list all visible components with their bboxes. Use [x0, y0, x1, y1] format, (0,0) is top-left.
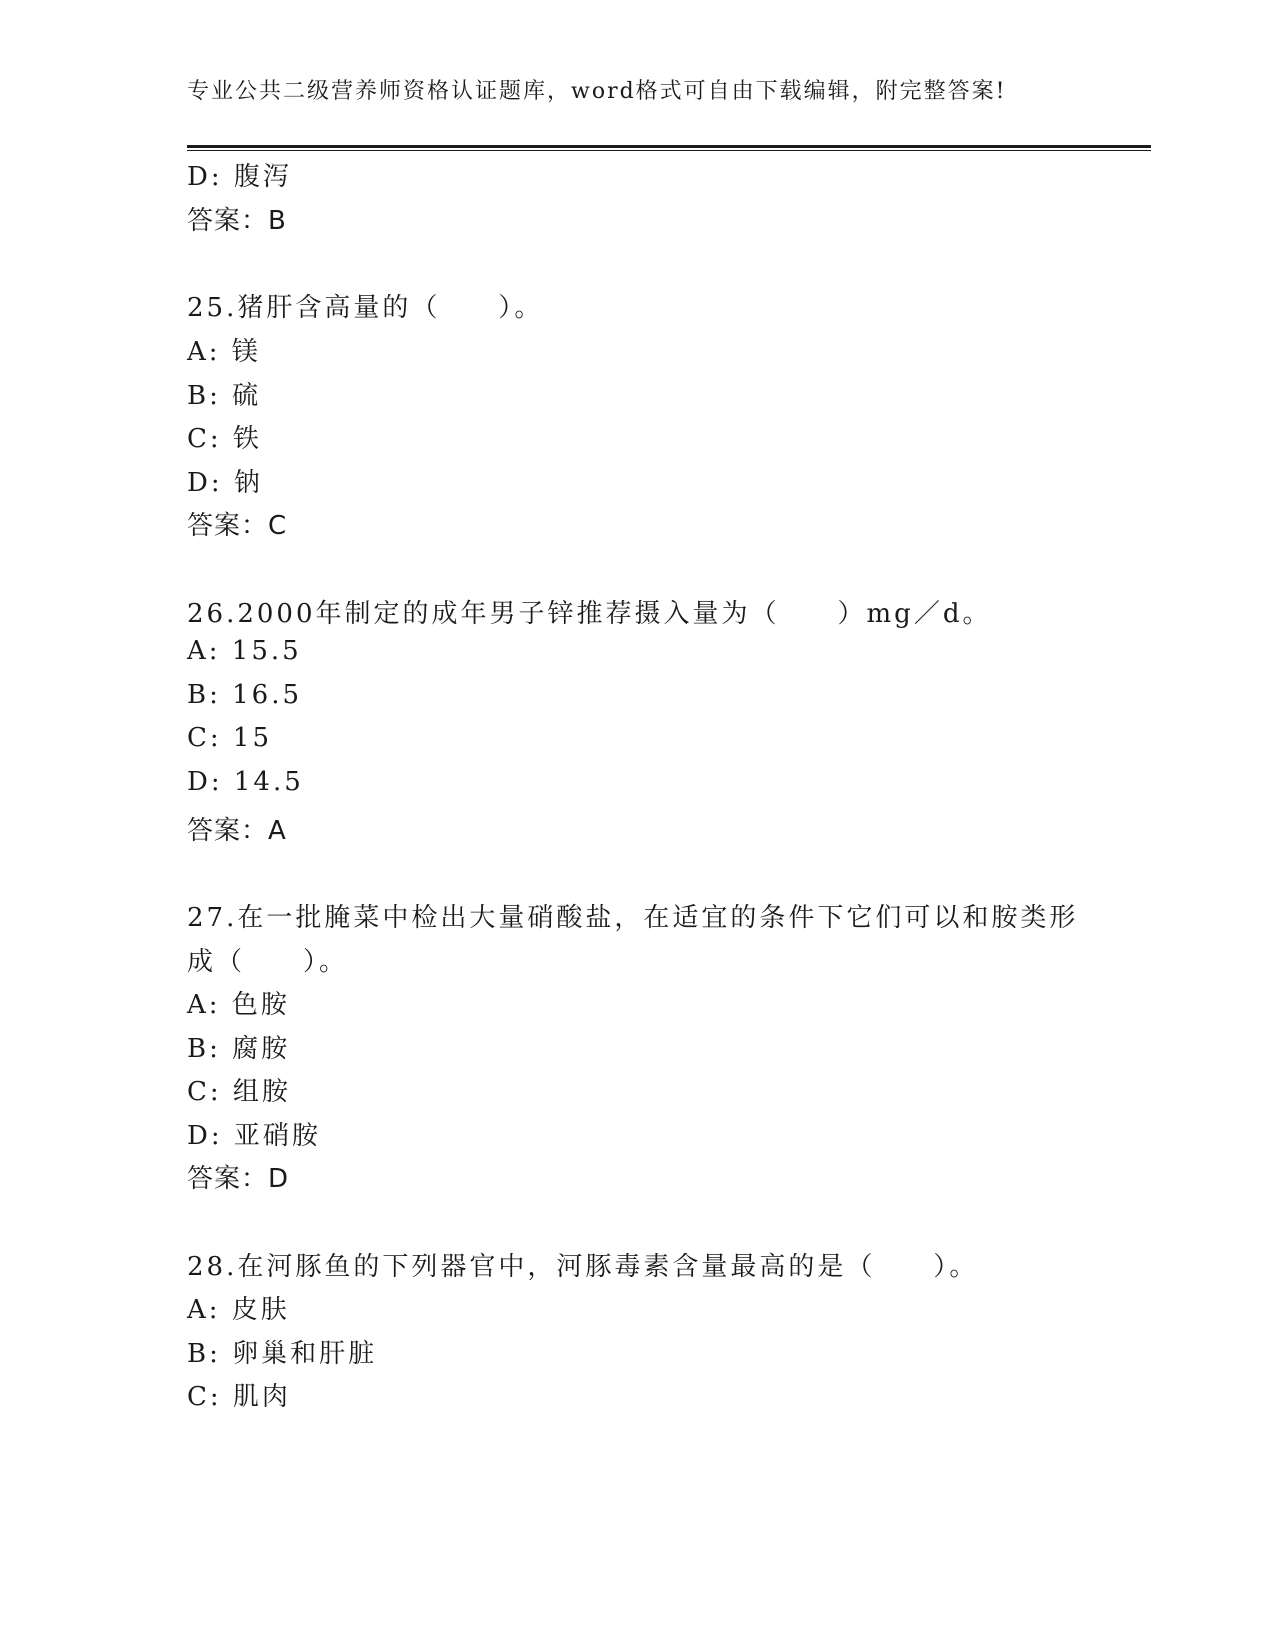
q25-question: 25.猪肝含高量的（ ）。	[187, 293, 544, 323]
q27-option-b: B: 腐胺	[187, 1034, 291, 1064]
q26-answer: 答案：A	[187, 816, 287, 846]
q25-option-c: C: 铁	[187, 424, 262, 454]
q28-option-c: C: 肌肉	[187, 1382, 291, 1412]
q26-question: 26.2000年制定的成年男子锌推荐摄入量为（ ）mg／d。	[187, 599, 992, 629]
q26-option-c: C: 15	[187, 723, 273, 753]
q27-option-c: C: 组胺	[187, 1077, 291, 1107]
q26-option-b: B: 16.5	[187, 680, 303, 710]
q28-question: 28.在河豚鱼的下列器官中，河豚毒素含量最高的是（ ）。	[187, 1252, 979, 1282]
q25-option-d: D: 钠	[187, 468, 263, 498]
q27-option-d: D: 亚硝胺	[187, 1121, 321, 1151]
q27-option-a: A: 色胺	[187, 990, 290, 1020]
header-divider-thin	[187, 150, 1151, 151]
header-divider-thick	[187, 145, 1151, 148]
q26-option-a: A: 15.5	[187, 636, 302, 666]
q25-option-b: B: 硫	[187, 381, 262, 411]
q27-answer: 答案：D	[187, 1164, 290, 1194]
q27-question-line1: 27.在一批腌菜中检出大量硝酸盐，在适宜的条件下它们可以和胺类形	[187, 903, 1079, 933]
page-header: 专业公共二级营养师资格认证题库，word格式可自由下载编辑，附完整答案!	[187, 79, 1007, 104]
prev-option-d: D: 腹泻	[187, 162, 292, 192]
q27-question-line2: 成（ ）。	[187, 947, 349, 977]
prev-answer: 答案：B	[187, 206, 287, 236]
q26-option-d: D: 14.5	[187, 767, 304, 797]
q25-option-a: A: 镁	[187, 337, 261, 367]
q28-option-b: B: 卵巢和肝脏	[187, 1339, 378, 1369]
q25-answer: 答案：C	[187, 511, 288, 541]
q28-option-a: A: 皮肤	[187, 1295, 290, 1325]
